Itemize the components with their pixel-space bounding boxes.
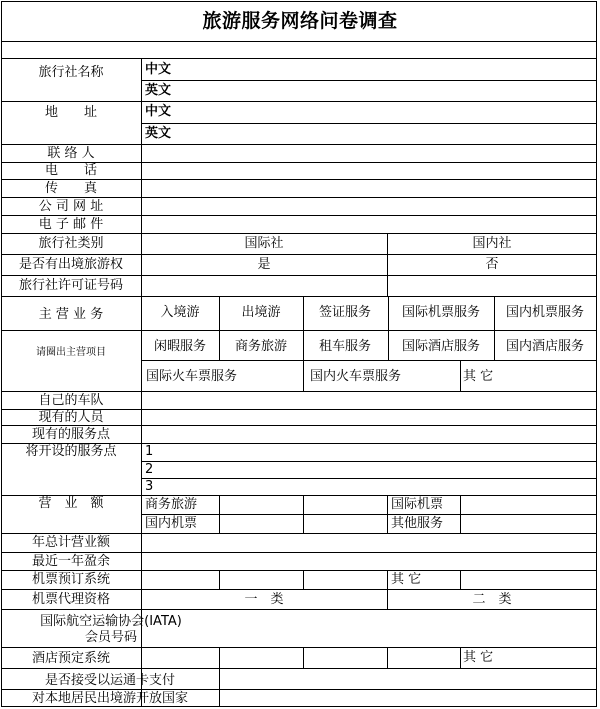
- rule: [1, 589, 597, 590]
- card-payment-input[interactable]: [220, 669, 596, 689]
- rule: [303, 647, 304, 668]
- staff-label: 现有的人员: [38, 410, 104, 425]
- iata-label: 国际航空运输协会(IATA): [40, 614, 182, 629]
- agency-type-international[interactable]: 国际社: [244, 236, 284, 251]
- rule: [141, 478, 597, 479]
- revenue-dom-air: 国内机票: [145, 516, 198, 531]
- ticket-system-label: 机票预订系统: [31, 572, 111, 587]
- license-number-input[interactable]: [142, 276, 596, 296]
- fleet-label: 自己的车队: [38, 393, 104, 408]
- rule: [460, 647, 461, 668]
- agency-type-domestic[interactable]: 国内社: [472, 236, 512, 251]
- rule: [1, 330, 597, 331]
- rule: [303, 296, 304, 391]
- email-input[interactable]: [142, 216, 596, 233]
- rule: [494, 296, 495, 360]
- revenue-other: 其他服务: [391, 516, 444, 531]
- card-payment-label: 是否接受以运通卡支付: [44, 673, 176, 688]
- rule: [460, 570, 461, 589]
- business-intl-air[interactable]: 国际机票服务: [401, 305, 481, 320]
- rule: [141, 360, 597, 361]
- ticket-agency-class2[interactable]: 二 类: [472, 592, 512, 607]
- planned-point-number: 2: [145, 462, 154, 477]
- business-intl-rail[interactable]: 国际火车票服务: [146, 369, 238, 384]
- address-label: 地 址: [44, 105, 98, 120]
- main-business-hint: 请圈出主营项目: [36, 347, 106, 358]
- rule: [460, 360, 461, 391]
- service-points-label: 现有的服务点: [31, 427, 111, 442]
- fleet-input[interactable]: [142, 392, 596, 409]
- ticket-agency-class1[interactable]: 一 类: [244, 592, 284, 607]
- revenue-intl-air-input[interactable]: [461, 496, 596, 514]
- contact-person-label: 联 络 人: [47, 146, 95, 161]
- website-label: 公 司 网 址: [38, 199, 104, 214]
- address-cn-label: 中文: [145, 104, 172, 119]
- rule: [387, 647, 388, 668]
- rule: [1, 647, 597, 648]
- website-input[interactable]: [142, 198, 596, 215]
- license-number-label: 旅行社许可证号码: [18, 278, 124, 293]
- iata-member-number-label: 会员号码: [84, 630, 138, 645]
- revenue-business-travel-input[interactable]: [220, 496, 303, 514]
- agency-name-en-input[interactable]: [180, 81, 596, 101]
- rule: [219, 296, 220, 360]
- rule: [219, 570, 220, 589]
- outbound-right-yes[interactable]: 是: [257, 257, 271, 272]
- address-en-input[interactable]: [180, 124, 596, 144]
- rule: [1, 296, 597, 297]
- address-cn-input[interactable]: [180, 102, 596, 123]
- phone-label: 电 话: [44, 163, 98, 178]
- annual-revenue-input[interactable]: [142, 534, 596, 552]
- business-other[interactable]: 其 它: [463, 369, 494, 384]
- rule: [1, 254, 597, 255]
- revenue-dom-air-input[interactable]: [220, 515, 303, 533]
- last-year-profit-label: 最近一年盈余: [31, 554, 111, 569]
- address-en-label: 英文: [145, 126, 172, 141]
- revenue-label: 营 业 额: [38, 496, 104, 511]
- rule: [388, 296, 389, 360]
- outbound-right-no[interactable]: 否: [485, 257, 499, 272]
- revenue-other-input[interactable]: [461, 515, 596, 533]
- rule: [303, 495, 304, 533]
- page-title: 旅游服务网络问卷调查: [202, 10, 398, 32]
- annual-revenue-label: 年总计营业额: [31, 535, 111, 550]
- service-points-input[interactable]: [142, 426, 596, 443]
- business-car-rental[interactable]: 租车服务: [318, 339, 372, 354]
- business-outbound[interactable]: 出境游: [241, 305, 281, 320]
- ticket-agency-label: 机票代理资格: [31, 592, 111, 607]
- fax-label: 传 真: [44, 181, 98, 196]
- iata-member-number-input[interactable]: [222, 610, 596, 647]
- planned-point-number: 3: [145, 479, 154, 494]
- business-dom-rail[interactable]: 国内火车票服务: [310, 369, 402, 384]
- business-leisure[interactable]: 闲暇服务: [153, 339, 207, 354]
- rule: [219, 647, 220, 668]
- rule: [1, 570, 597, 571]
- contact-person-input[interactable]: [142, 145, 596, 162]
- business-business-travel[interactable]: 商务旅游: [234, 339, 288, 354]
- open-countries-label: 对本地居民出境游开放国家: [31, 691, 189, 706]
- hotel-system-label: 酒店预定系统: [31, 651, 111, 666]
- agency-type-label: 旅行社类别: [38, 236, 104, 251]
- last-year-profit-input[interactable]: [142, 553, 596, 570]
- agency-name-cn-input[interactable]: [180, 59, 596, 80]
- agency-name-cn-label: 中文: [145, 62, 172, 77]
- business-dom-hotel[interactable]: 国内酒店服务: [505, 339, 585, 354]
- outbound-right-label: 是否有出境旅游权: [18, 257, 124, 272]
- business-visa[interactable]: 签证服务: [318, 305, 372, 320]
- rule: [303, 570, 304, 589]
- agency-name-label: 旅行社名称: [38, 65, 104, 80]
- rule: [387, 495, 388, 533]
- phone-input[interactable]: [142, 163, 596, 179]
- rule: [387, 570, 388, 609]
- email-label: 电 子 邮 件: [38, 217, 104, 232]
- rule: [141, 461, 597, 462]
- rule: [1, 41, 597, 42]
- ticket-system-other[interactable]: 其 它: [391, 572, 422, 587]
- revenue-intl-air: 国际机票: [391, 497, 444, 512]
- business-dom-air[interactable]: 国内机票服务: [505, 305, 585, 320]
- staff-input[interactable]: [142, 410, 596, 425]
- revenue-business-travel: 商务旅游: [145, 497, 198, 512]
- business-intl-hotel[interactable]: 国际酒店服务: [401, 339, 481, 354]
- agency-name-en-label: 英文: [145, 83, 172, 98]
- business-inbound[interactable]: 入境游: [160, 305, 200, 320]
- hotel-system-other[interactable]: 其 它: [463, 650, 494, 665]
- planned-points-label: 将开设的服务点: [25, 444, 117, 459]
- rule: [1, 233, 597, 234]
- main-business-label: 主 营 业 务: [38, 307, 104, 322]
- fax-input[interactable]: [142, 180, 596, 197]
- open-countries-input[interactable]: [220, 690, 596, 706]
- planned-point-number: 1: [145, 444, 154, 459]
